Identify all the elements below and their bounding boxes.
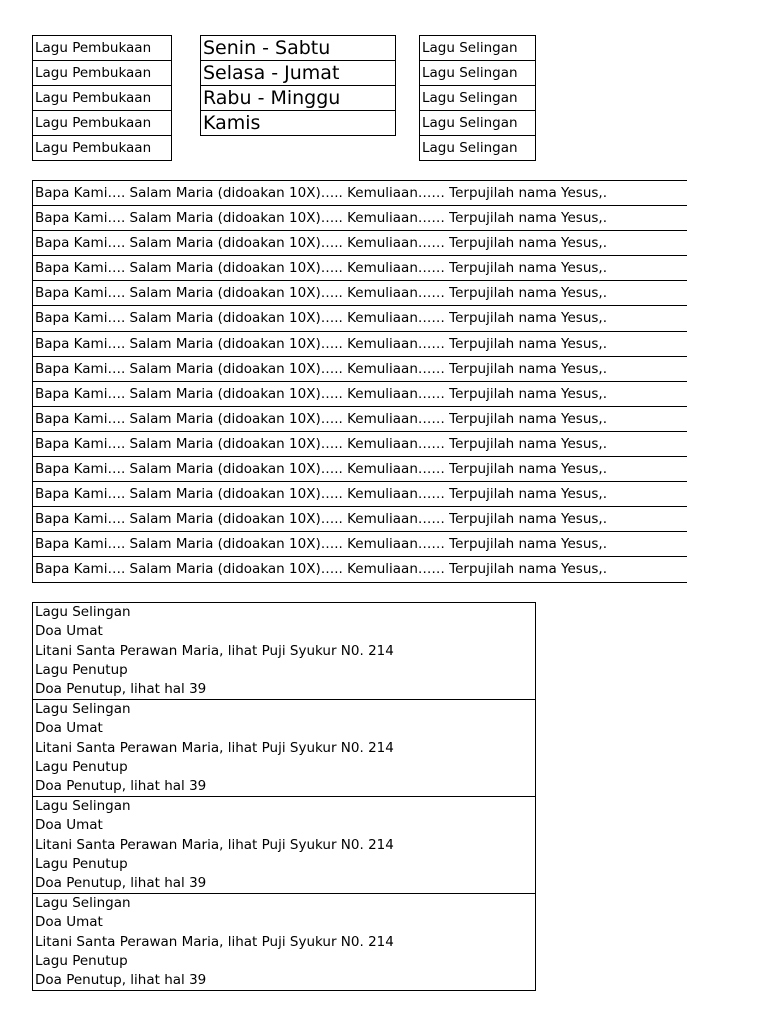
day-cell: Senin - Sabtu [201,36,395,61]
days-box [200,35,396,136]
closing-line: Lagu Penutup [35,661,128,678]
prayer-row: Bapa Kami…. Salam Maria (didoakan 10X)….. Kemuliaan…… Terpujilah nama Yesus,. [33,557,687,582]
closing-line: Doa Penutup, lihat hal 39 [35,875,207,892]
opening-song-cell: Lagu Pembukaan [35,140,152,156]
closing-line: Doa Penutup, lihat hal 39 [35,778,207,795]
prayer-table [32,180,687,583]
closing-line: Doa Penutup, lihat hal 39 [35,681,207,698]
day-cell: Rabu - Minggu [201,86,395,111]
prayer-row: Bapa Kami…. Salam Maria (didoakan 10X)….. Kemuliaan…… Terpujilah nama Yesus,. [33,357,687,382]
prayer-row: Bapa Kami…. Salam Maria (didoakan 10X)….. Kemuliaan…… Terpujilah nama Yesus,. [33,507,687,532]
interlude-song-cell: Lagu Selingan [420,61,535,86]
interlude-songs-box [419,35,536,161]
closing-group [33,894,535,990]
opening-song-cell: Lagu Pembukaan [33,86,171,111]
closing-line: Doa Umat [35,720,103,737]
interlude-song-cell: Lagu Selingan [420,86,535,111]
prayer-row: Bapa Kami…. Salam Maria (didoakan 10X)….. Kemuliaan…… Terpujilah nama Yesus,. [33,332,687,357]
closing-line: Lagu Selingan [35,895,131,911]
prayer-row: Bapa Kami…. Salam Maria (didoakan 10X)….. Kemuliaan…… Terpujilah nama Yesus,. [33,206,687,231]
closing-line: Litani Santa Perawan Maria, lihat Puji Syukur N0. 214 [35,836,394,853]
prayer-row: Bapa Kami…. Salam Maria (didoakan 10X)….. Kemuliaan…… Terpujilah nama Yesus,. [33,382,687,407]
closing-line: Doa Penutup, lihat hal 39 [35,972,207,989]
opening-song-cell: Lagu Pembukaan [33,61,171,86]
interlude-song-cell: Lagu Selingan [420,36,535,61]
closing-line: Lagu Penutup [35,855,128,872]
day-cell: Selasa - Jumat [201,61,395,86]
closing-group [33,603,535,700]
closing-line: Lagu Selingan [35,701,131,717]
prayer-row: Bapa Kami…. Salam Maria (didoakan 10X)….. Kemuliaan…… Terpujilah nama Yesus,. [33,231,687,256]
closing-box [32,602,536,991]
closing-group [33,797,535,894]
prayer-row: Bapa Kami…. Salam Maria (didoakan 10X)….. Kemuliaan…… Terpujilah nama Yesus,. [33,181,687,206]
opening-songs-box [32,35,172,161]
prayer-row: Bapa Kami…. Salam Maria (didoakan 10X)….. Kemuliaan…… Terpujilah nama Yesus,. [33,482,687,507]
opening-song-cell: Lagu Pembukaan [33,111,171,136]
day-cell: Kamis [203,112,261,134]
prayer-row: Bapa Kami…. Salam Maria (didoakan 10X)….. Kemuliaan…… Terpujilah nama Yesus,. [33,281,687,306]
prayer-row: Bapa Kami…. Salam Maria (didoakan 10X)….. Kemuliaan…… Terpujilah nama Yesus,. [33,256,687,281]
closing-line: Lagu Selingan [35,798,131,814]
closing-group [33,700,535,797]
opening-song-cell: Lagu Pembukaan [33,36,171,61]
interlude-song-cell: Lagu Selingan [422,140,518,156]
prayer-row: Bapa Kami…. Salam Maria (didoakan 10X)….. Kemuliaan…… Terpujilah nama Yesus,. [33,457,687,482]
closing-line: Doa Umat [35,623,103,640]
closing-line: Litani Santa Perawan Maria, lihat Puji Syukur N0. 214 [35,739,394,756]
prayer-row: Bapa Kami…. Salam Maria (didoakan 10X)….. Kemuliaan…… Terpujilah nama Yesus,. [33,407,687,432]
prayer-row: Bapa Kami…. Salam Maria (didoakan 10X)….. Kemuliaan…… Terpujilah nama Yesus,. [33,532,687,557]
closing-line: Doa Umat [35,817,103,834]
closing-line: Doa Umat [35,914,103,931]
closing-line: Lagu Penutup [35,758,128,775]
closing-line: Lagu Selingan [35,604,131,620]
prayer-row: Bapa Kami…. Salam Maria (didoakan 10X)….. Kemuliaan…… Terpujilah nama Yesus,. [33,432,687,457]
closing-line: Litani Santa Perawan Maria, lihat Puji Syukur N0. 214 [35,933,394,950]
prayer-row: Bapa Kami…. Salam Maria (didoakan 10X)….. Kemuliaan…… Terpujilah nama Yesus,. [33,306,687,331]
closing-line: Litani Santa Perawan Maria, lihat Puji Syukur N0. 214 [35,642,394,659]
closing-line: Lagu Penutup [35,952,128,969]
interlude-song-cell: Lagu Selingan [420,111,535,136]
